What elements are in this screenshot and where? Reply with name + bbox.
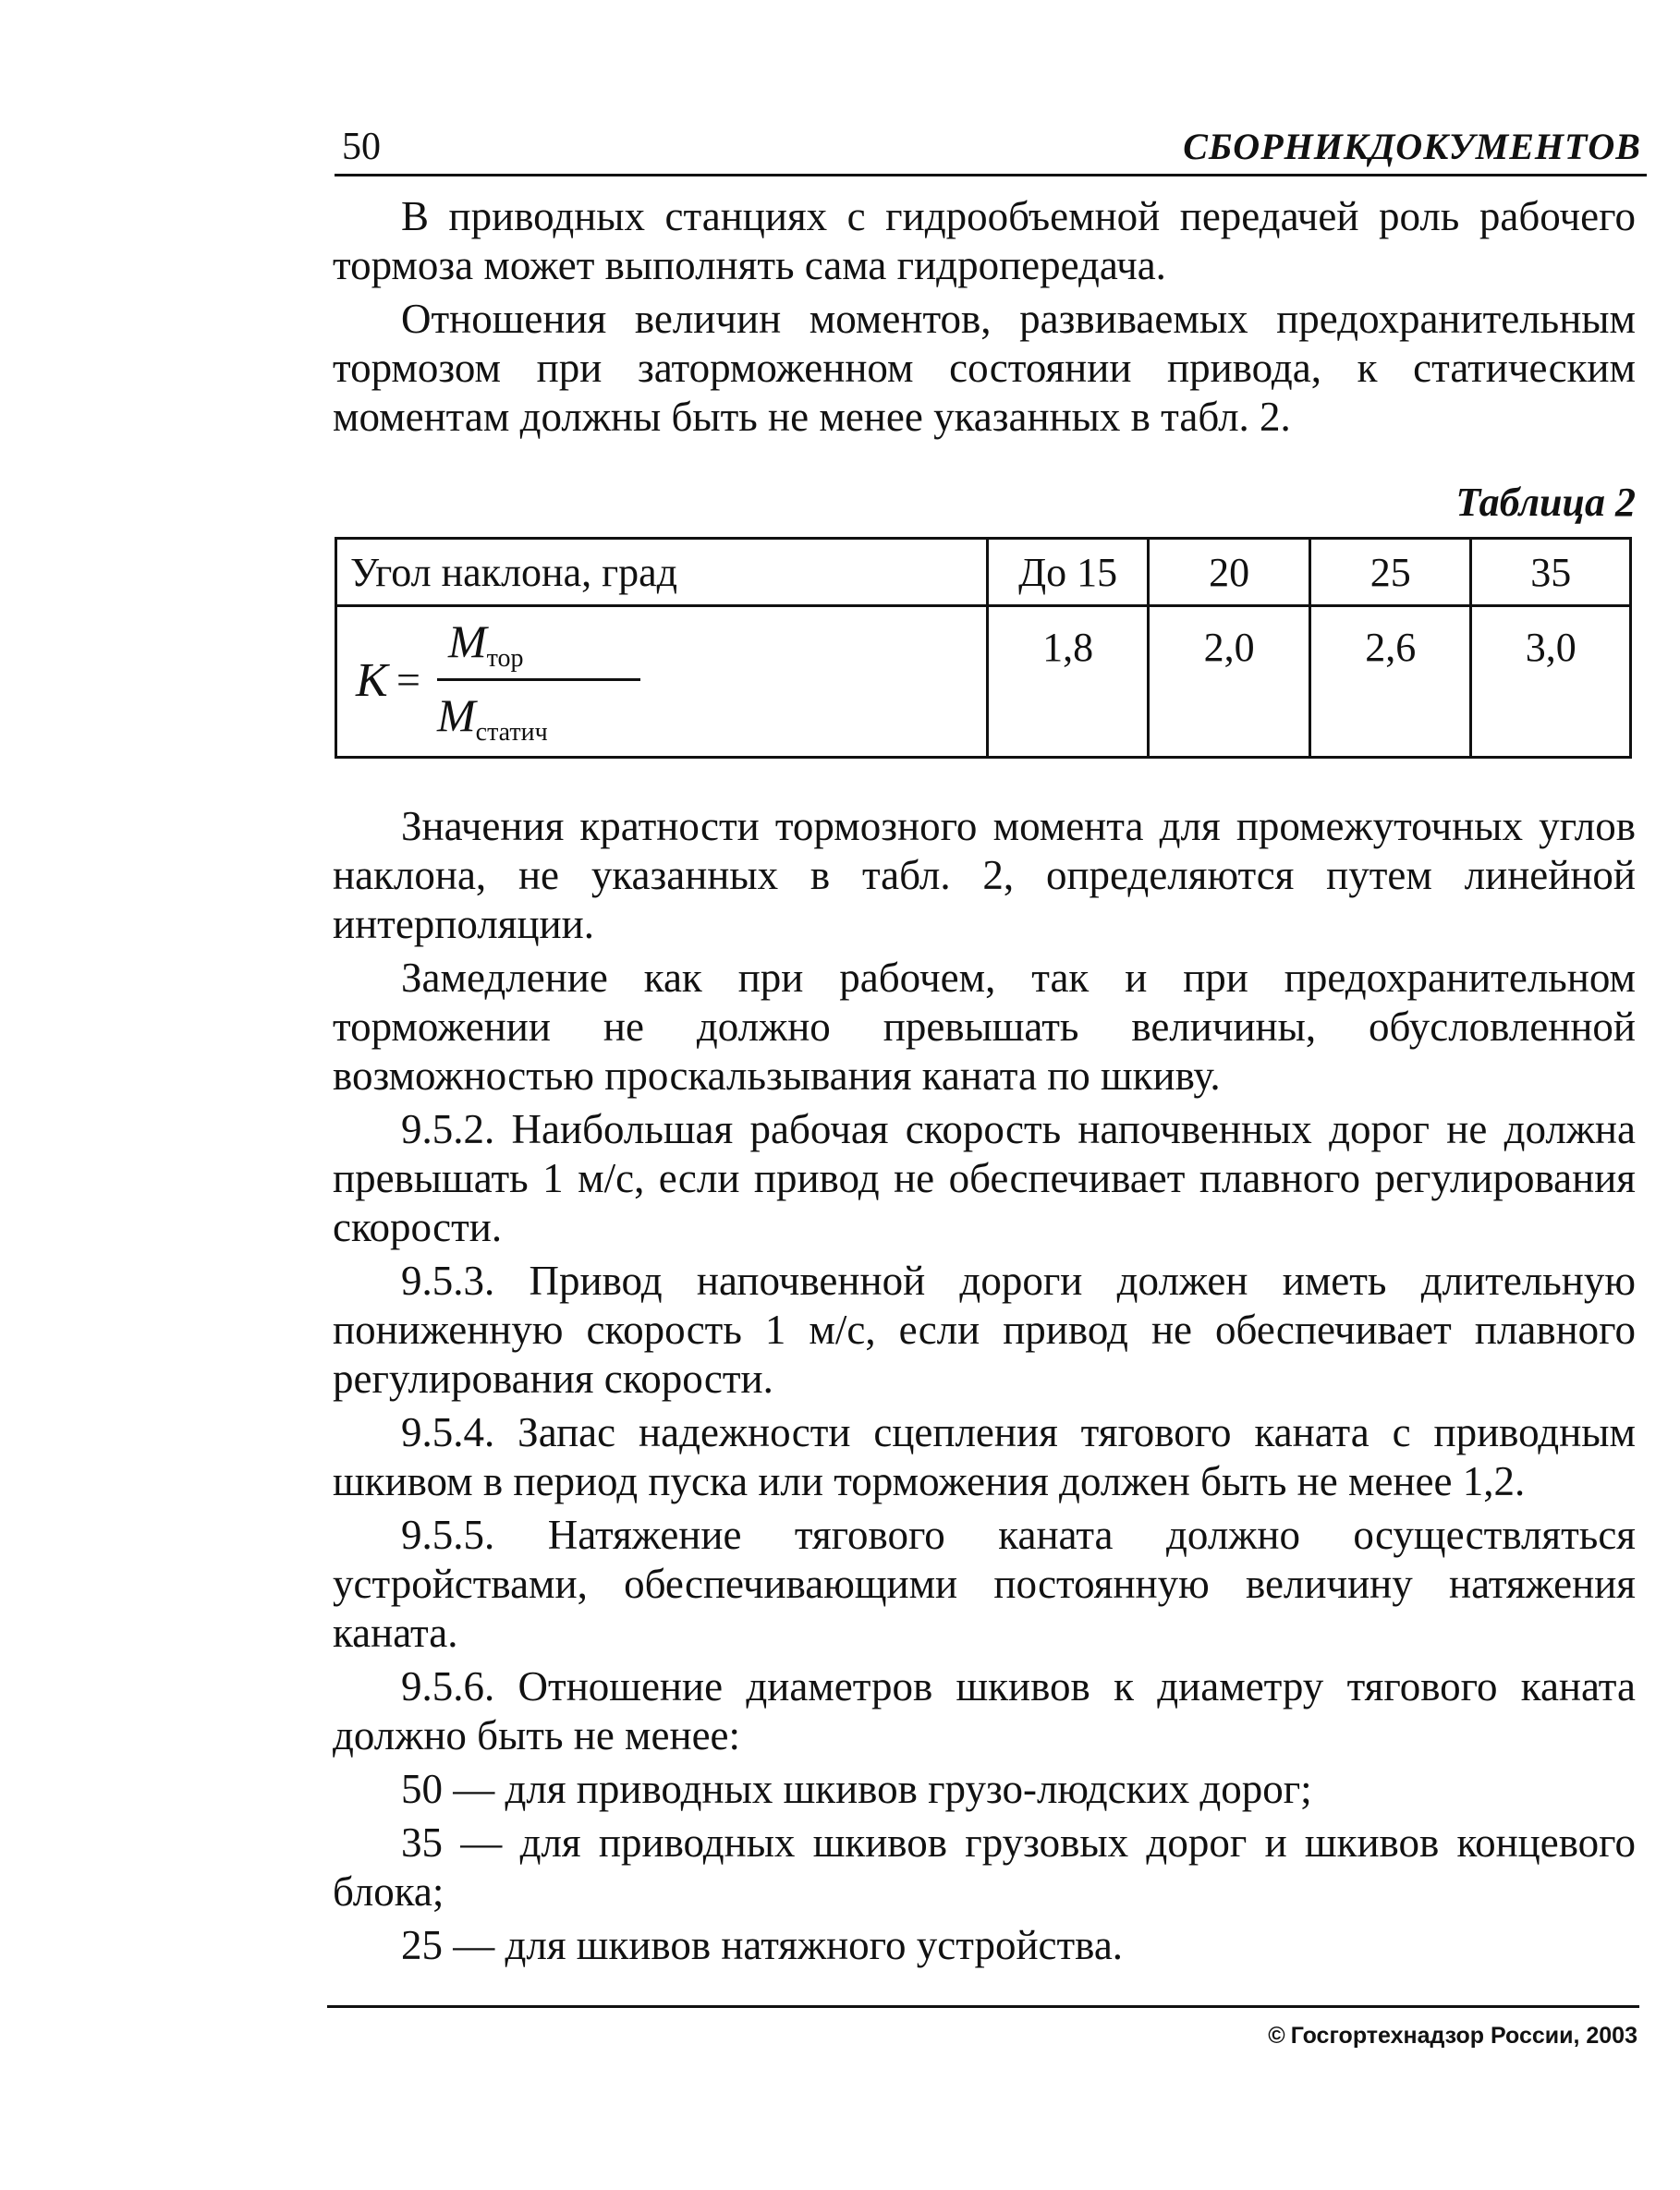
body-text-bottom xyxy=(333,802,1636,1975)
fraction-bar xyxy=(437,678,640,681)
running-head xyxy=(335,120,1647,176)
body-text-top xyxy=(333,192,1636,446)
formula-cell xyxy=(336,606,988,758)
paragraph: В приводных станциях с гидрообъемной передачей роль рабочего тормоза может выполнять сама гидропередача. xyxy=(333,193,1636,288)
ratio-value-cell: 3,0 xyxy=(1471,606,1631,758)
formula-lhs: K xyxy=(356,654,388,707)
copyright-text: Госгортехнадзор России, 2003 xyxy=(1290,2023,1637,2049)
copyright-icon: © xyxy=(1268,2023,1285,2049)
paragraph: Значения кратности тормозного момента для промежуточных углов наклона, не указанных в табл. 2, определяются путем линейной интерполяции. xyxy=(333,803,1636,947)
page-number: 50 xyxy=(342,126,381,168)
numerator-subscript: тор xyxy=(486,644,524,673)
ratio-table xyxy=(335,537,1632,759)
angle-cell: 20 xyxy=(1149,539,1310,606)
paragraph: 9.5.5. Натяжение тягового каната должно осуществляться устройствами, обеспечивающими постоянную величину натяжения каната. xyxy=(333,1512,1636,1656)
table-header-row xyxy=(336,539,1631,606)
angle-cell: 35 xyxy=(1471,539,1631,606)
paragraph: Отношения величин моментов, развиваемых предохранительным тормозом при заторможенном состоянии привода, к статическим моментам должны быть не менее указанных в табл. 2. xyxy=(333,296,1636,440)
formula-numerator xyxy=(448,614,524,674)
list-item: 35 — для приводных шкивов грузовых дорог и шкивов концевого блока; xyxy=(333,1819,1636,1915)
paragraph: 9.5.4. Запас надежности сцепления тягового каната с приводным шкивом в период пуска или торможения должен быть не менее 1,2. xyxy=(333,1409,1636,1504)
paragraph: 9.5.6. Отношение диаметров шкивов к диаметру тягового каната должно быть не менее: xyxy=(333,1663,1636,1758)
list-item: 50 — для приводных шкивов грузо-людских дорог; xyxy=(401,1766,1312,1812)
table-caption: Таблица 2 xyxy=(1455,480,1636,525)
running-title: СБОРНИКДОКУМЕНТОВ xyxy=(1183,126,1641,167)
numerator-symbol: M xyxy=(448,615,487,667)
paragraph: 9.5.3. Привод напочвенной дороги должен иметь длительную пониженную скорость 1 м/с, если привод не обеспечивает плавного регулирования скорости. xyxy=(333,1258,1636,1402)
footer-rule xyxy=(327,2005,1639,2008)
ratio-formula xyxy=(337,607,725,755)
paragraph: 9.5.2. Наибольшая рабочая скорость напочвенных дорог не должна превышать 1 м/с, если привод не обеспечивает плавного регулирования скорости. xyxy=(333,1106,1636,1250)
angle-cell: До 15 xyxy=(987,539,1149,606)
list-item: 25 — для шкивов натяжного устройства. xyxy=(401,1922,1124,1968)
footer-copyright xyxy=(1268,2019,1637,2052)
angle-label-cell: Угол наклона, град xyxy=(336,539,988,606)
table-values-row xyxy=(336,606,1631,758)
angle-cell: 25 xyxy=(1309,539,1471,606)
formula-denominator xyxy=(437,688,548,748)
formula-equals: = xyxy=(396,656,420,703)
denominator-symbol: M xyxy=(437,689,476,741)
paragraph: Замедление как при рабочем, так и при предохранительном торможении не должно превышать величины, обусловленной возможностью проскальзывания каната по шкиву. xyxy=(333,955,1636,1099)
ratio-value-cell: 2,6 xyxy=(1309,606,1471,758)
ratio-value-cell: 2,0 xyxy=(1149,606,1310,758)
ratio-value-cell: 1,8 xyxy=(987,606,1149,758)
denominator-subscript: статич xyxy=(475,718,548,747)
